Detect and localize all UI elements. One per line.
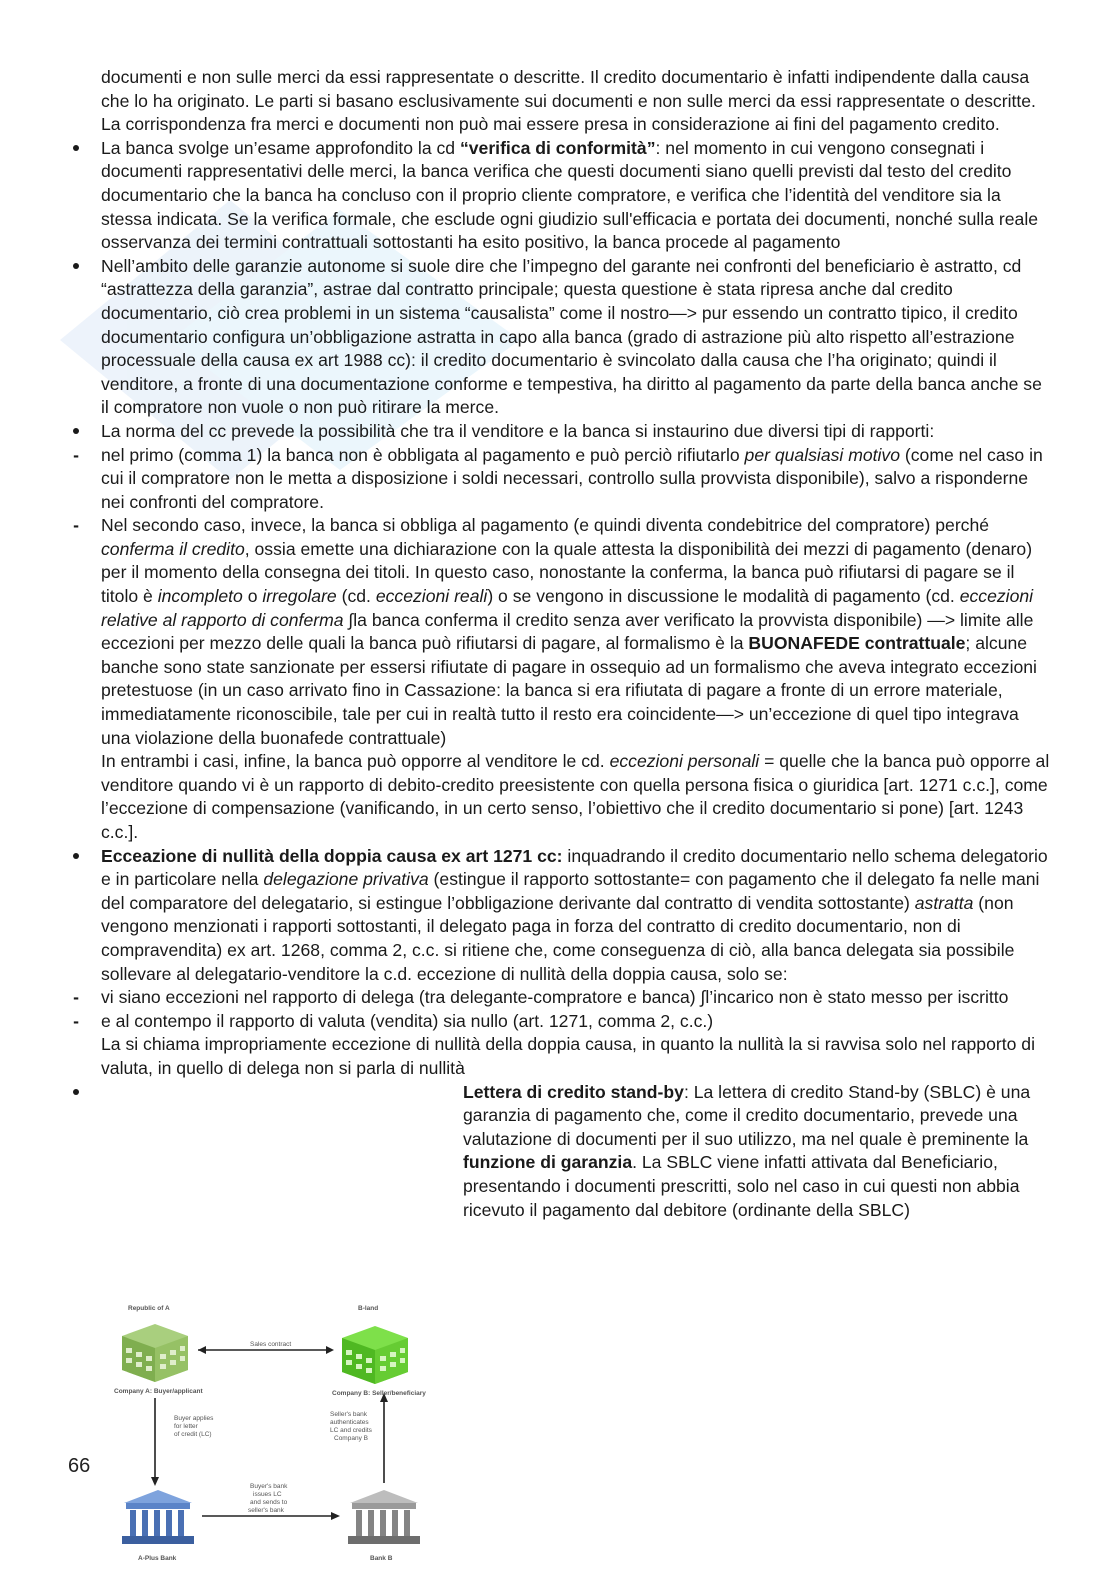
bold-text: BUONAFEDE contrattuale [748,633,966,654]
sales-contract-label: Sales contract [250,1341,292,1348]
italic-text: eccezioni reali [375,586,488,607]
text: o [242,586,263,607]
dash-marker: - [73,1010,79,1031]
text: vi siano eccezioni nel rapporto di delega (tra delegante-compratore e banca) ∫l’incarico non è stato messo per iscritto [101,987,1009,1008]
text: documenti e non sulle merci da essi rappresentate o descritte. Il credito documentario è infatti indipendente dalla causa che lo ha originato. Le parti si basano esclusivamente sui documenti e non sulle merci da essi rappresentate o descritte. La corrispondenza fra merci e documenti non può mai essere presa in considerazione ai fini del pagamento credito. [101,67,1036,135]
republic-label: Republic of A [128,1305,170,1312]
text: La banca svolge un’esame approfondito la cd [101,137,460,158]
text: La si chiama impropriamente eccezione di nullità della doppia causa, in quanto la nullità la si ravvisa solo nel rapporto di valuta, in quello di delega non si parla di nullità [101,1034,1035,1078]
italic-text: irregolare [262,586,337,607]
dash-delega [66,986,1051,1010]
seller-bank-label-2: authenticates [330,1419,369,1426]
bold-text: Ecceazione di nullità della doppia causa ex art 1271 cc: [101,845,563,866]
bullet-garanzie [66,255,1051,420]
bullet-doppia-causa [66,845,1051,987]
text: (come nel caso in cui il compratore non le metta a disposizione i soldi necessari, controllo sulla provvista disponibile), salvo a risponderne nei confronti del compratore. [101,444,1043,512]
paragraph-intro [66,66,1051,137]
bank-b-icon [348,1490,420,1544]
italic-text: eccezioni personali [609,751,760,772]
text: : La lettera di credito Stand-by (SBLC) è una garanzia di pagamento che, come il credito documentario, prevede una valutazione di documenti per il suo utilizzo, ma nel quale è preminente la [463,1081,1031,1149]
buyer-applies-label-3: of credit (LC) [174,1431,212,1438]
italic-text: conferma il credito [101,538,245,559]
bullet-marker [66,255,86,279]
bank-a-icon [122,1490,194,1544]
bullet-norma [66,420,1051,444]
buyer-applies-label-2: for letter [174,1423,198,1430]
bold-text: Lettera di credito stand-by [463,1081,684,1102]
italic-text: eccezioni relative al rapporto di conferma [101,586,1034,630]
bold-text: “verifica di conformità” [459,137,656,158]
buyer-bank-label-1: Buyer's bank [250,1483,288,1490]
bank-b-label: Bank B [370,1555,393,1562]
paragraph-impropriamente [66,1033,1051,1080]
bold-text: funzione di garanzia [463,1152,633,1173]
paragraph-eccezioni-personali [66,750,1051,844]
text: Nell’ambito delle garanzie autonome si suole dire che l’impegno del garante nei confronti del beneficiario è astratto, cd “astrattezza della garanzia”, astrae dal contratto principale; questa questione è stata ripresa anche dal credito documentario, ciò crea problemi in un sistema “causalista” come il nostro—> pur essendo un contratto tipico, il credito documentario configura un’obbligazione astratta in capo alla banca (grado di astrazione più alto rispetto all’estrazione processuale della causa ex art 1988 cc): il credito documentario è svincolato dalla causa che l’ha originato; quindi il venditore, a fronte di una documentazione conforme e tempestiva, ha diritto al pagamento da parte della banca anche se il compratore non vuole o non può ritirare la merce. [101,255,1042,418]
page-number: 66 [68,1455,91,1477]
text: In entrambi i casi, infine, la banca può opporre al venditore le cd. [101,751,610,772]
page-body [66,66,1051,1381]
buyer-bank-label-2: issues LC [253,1491,282,1498]
text: . La SBLC viene infatti attivata dal Beneficiario, presentando i documenti prescritti, solo nel caso in cui questi non abbia ricevuto il pagamento dal debitore (ordinante della SBLC) [463,1152,1020,1220]
dash-marker: - [73,987,79,1008]
buyer-bank-label-3: and sends to [250,1499,288,1506]
dash-marker: - [73,515,79,536]
seller-bank-label-3: LC and credits [330,1427,372,1434]
italic-text: delegazione privativa [263,869,429,890]
text: nel primo (comma 1) la banca non è obbligata al pagamento e può perciò rifiutarlo [101,444,745,465]
bullet-verifica [66,137,1051,255]
text: (cd. [336,586,376,607]
dash-marker: - [73,444,79,465]
seller-bank-label-4: Company B [334,1435,368,1442]
italic-text: incompleto [157,586,243,607]
text: Nel secondo caso, invece, la banca si obbliga al pagamento (e quindi diventa condebitrice del compratore) perché [101,515,990,536]
text: ; alcune banche sono state sanzionate per essersi rifiutate di pagare in ossequio ad un formalismo che aveva integrato eccezioni pretestuose (in un caso arrivato fino in Cassazione: la banca si era rifiutata di pagare a fronte di un errore materiale, immediatamente riconoscibile, tale per cui in realtà tutto il resto era coincidente—> un’eccezione di quel tipo integrava una violazione della buonafede contrattuale) [101,633,1037,748]
sblc-text [463,1081,1053,1223]
dash-secondo [66,514,1051,750]
buyer-applies-label-1: Buyer applies [174,1415,214,1422]
buyer-bank-label-4: seller's bank [248,1507,284,1514]
dash-valuta [66,1010,1051,1034]
dash-primo [66,444,1051,515]
text: : nel momento in cui vengono consegnati i documenti rappresentativi delle merci, la banca verifica che questi documenti siano quelli previsti dal testo del credito documentario che la banca ha concluso con il proprio cliente compratore, e verifica che l’identità del venditore sia la stessa indicata. Se la verifica formale, che esclude ogni giudizio sull'efficacia e portata dei documenti, nonché sulla reale osservanza dei termini contrattuali sottostanti ha esito positivo, la banca procede al pagamento [101,137,1039,253]
italic-text: astratta [914,892,974,913]
text: ∫la banca conferma il credito senza aver verificato la provvista disponibile) —> limite alle eccezioni per mezzo delle quali la banca può rifiutarsi di pagare, al formalismo è la [101,609,1034,654]
letter-of-credit-diagram [110,1298,445,1568]
bullet-marker [66,1081,86,1105]
italic-text: per qualsiasi motivo [744,444,901,465]
bland-label: B-land [358,1305,379,1312]
text: = quelle che la banca può opporre al venditore quando vi è un rapporto di debito-credito preesistente con quella persona fisica o giuridica [art. 1271 c.c.], come l’eccezione di compensazione (vanificando, in un certo senso, l’obiettivo che il credito documentario si pone) [art. 1243 c.c.]. [101,751,1050,842]
text: (non vengono menzionati i rapporti sottostanti, il delegato paga in forza del contratto di credito documentario, non di compravendita) ex art. 1268, comma 2, c.c. si ritiene che, come conseguenza di ciò, alla banca delegata sia possibile sollevare al delegatario-venditore la c.d. eccezione di nullità della doppia causa, solo se: [101,892,1015,984]
text: e al contempo il rapporto di valuta (vendita) sia nullo (art. 1271, comma 2, c.c.) [101,1010,714,1031]
bullet-marker [66,845,86,869]
company-a-label: Company A: Buyer/applicant [114,1388,203,1395]
text: inquadrando il credito documentario nello schema delegatorio e in particolare nella [101,845,1048,890]
bank-a-label: A-Plus Bank [138,1555,177,1562]
seller-bank-label-1: Seller's bank [330,1411,368,1418]
text: (estingue il rapporto sottostante= con pagamento che il delegato fa nelle mani del comparatore del delegatario, si estingue l’obbligazione derivante dal contratto di vendita sottostante) [101,869,1040,913]
text: La norma del cc prevede la possibilità che tra il venditore e la banca si instaurino due diversi tipi di rapporti: [101,420,935,441]
text: ) o se vengono in discussione le modalità di pagamento (cd. [487,586,960,607]
company-b-building-icon [342,1326,408,1384]
text: , ossia emette una dichiarazione con la quale attesta la disponibilità dei mezzi di pagamento (denaro) per il momento della consegna dei titoli. In questo caso, nonostante la conferma, la banca può rifiutarsi di pagare se il titolo è [101,538,1033,607]
bullet-marker [66,420,86,444]
company-b-label: Company B: Seller/beneficiary [332,1390,426,1397]
company-a-building-icon [122,1324,188,1382]
bullet-marker [66,137,86,161]
